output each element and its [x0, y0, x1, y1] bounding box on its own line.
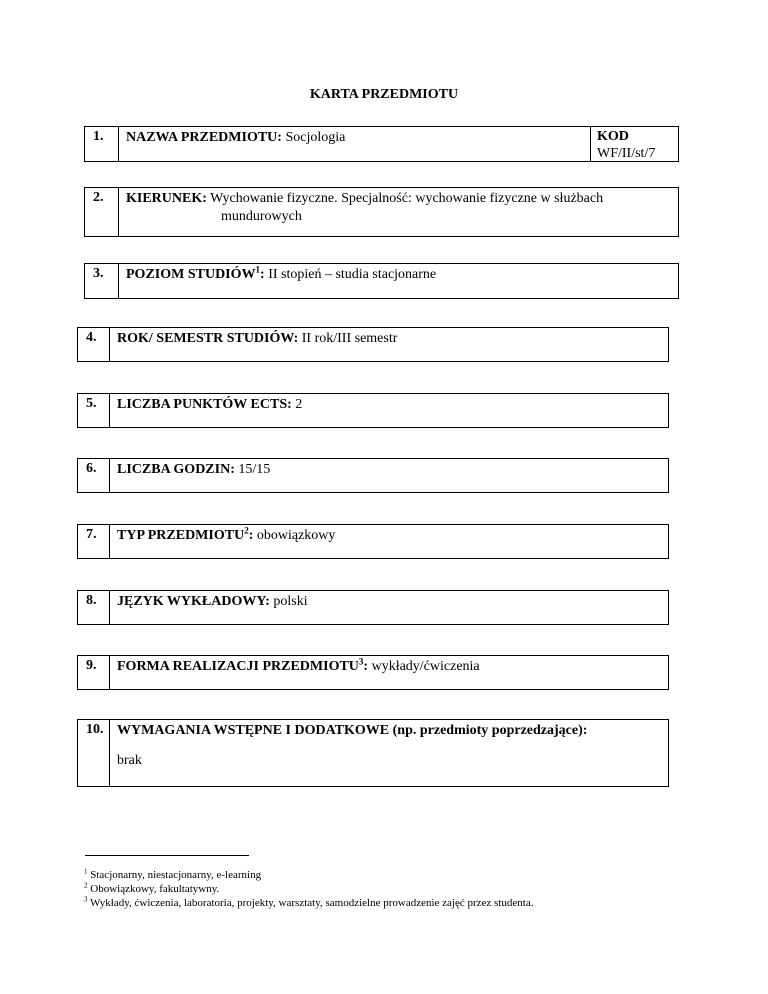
row-content — [110, 328, 668, 361]
row-value: 15/15 — [234, 462, 271, 477]
footnote-ref: 3 — [358, 656, 364, 667]
row-prerequisites — [77, 719, 669, 787]
row-number: 5. — [78, 394, 110, 427]
course-code-label: KOD — [597, 129, 629, 144]
row-course-name — [84, 126, 679, 162]
document-title: KARTA PRZEDMIOTU — [309, 87, 459, 102]
row-label: NAZWA PRZEDMIOTU: — [126, 130, 282, 145]
row-value: brak — [117, 753, 142, 768]
row-label: TYP PRZEDMIOTU — [117, 528, 245, 543]
row-content — [110, 656, 668, 689]
row-label: LICZBA GODZIN: — [117, 462, 235, 477]
row-content — [110, 394, 668, 427]
row-label: FORMA REALIZACJI PRZEDMIOTU — [117, 659, 359, 674]
row-number: 7. — [78, 525, 110, 558]
footnote-text: Obowiązkowy, fakultatywny. — [87, 883, 220, 895]
row-content — [119, 188, 678, 236]
row-field-of-study — [84, 187, 679, 237]
footnote-number: 1 — [84, 867, 88, 876]
row-label-end: : — [363, 659, 369, 674]
row-number: 2. — [85, 188, 119, 236]
row-value: Wychowanie fizyczne. Specjalność: wychowanie fizyczne w służbach — [206, 191, 604, 206]
footnotes — [84, 868, 533, 910]
footnote-text: Wykłady, ćwiczenia, laboratoria, projekty, warsztaty, samodzielne prowadzenie zajęć przez studenta. — [87, 897, 534, 909]
row-value: polski — [269, 594, 308, 609]
row-year-semester — [77, 327, 669, 362]
row-content — [110, 525, 668, 558]
row-value: obowiązkowy — [253, 528, 336, 543]
course-code-value: WF/II/st/7 — [597, 146, 656, 161]
row-language — [77, 590, 669, 625]
row-hours — [77, 458, 669, 493]
row-label: ROK/ SEMESTR STUDIÓW: — [117, 331, 299, 346]
row-value: wykłady/ćwiczenia — [368, 659, 480, 674]
row-content — [119, 264, 678, 298]
row-ects-points — [77, 393, 669, 428]
row-label-end: : — [248, 528, 254, 543]
row-number: 1. — [85, 127, 119, 161]
footnote-text: Stacjonarny, niestacjonarny, e-learning — [87, 869, 262, 881]
row-value: II rok/III semestr — [298, 331, 398, 346]
row-number: 9. — [78, 656, 110, 689]
footnote-ref: 1 — [255, 264, 261, 275]
footnote-ref: 2 — [244, 525, 249, 536]
row-label: WYMAGANIA WSTĘPNE I DODATKOWE (np. przedmioty poprzedzające): — [117, 723, 588, 738]
footnote-number: 3 — [84, 895, 88, 904]
row-content — [119, 127, 590, 161]
row-course-type — [77, 524, 669, 559]
row-label: JĘZYK WYKŁADOWY: — [117, 594, 270, 609]
row-label-end: : — [260, 267, 265, 282]
row-number: 3. — [85, 264, 119, 298]
row-label: LICZBA PUNKTÓW ECTS: — [117, 397, 292, 412]
row-value: 2 — [291, 397, 303, 412]
footnote — [84, 868, 533, 882]
row-value: Socjologia — [281, 130, 346, 145]
row-study-level — [84, 263, 679, 299]
footnote-number: 2 — [84, 881, 88, 890]
footnote — [84, 896, 533, 910]
row-label: POZIOM STUDIÓW — [126, 267, 256, 282]
footnote — [84, 882, 533, 896]
row-number: 10. — [78, 720, 110, 786]
row-content — [110, 720, 668, 786]
row-value: II stopień – studia stacjonarne — [264, 267, 437, 282]
row-content — [110, 459, 668, 492]
row-value-continued: mundurowych — [221, 209, 302, 224]
course-code-cell — [590, 127, 678, 161]
row-label: KIERUNEK: — [126, 191, 207, 206]
footnote-divider — [85, 855, 249, 856]
row-content — [110, 591, 668, 624]
row-number: 4. — [78, 328, 110, 361]
row-delivery-form — [77, 655, 669, 690]
row-number: 6. — [78, 459, 110, 492]
row-number: 8. — [78, 591, 110, 624]
